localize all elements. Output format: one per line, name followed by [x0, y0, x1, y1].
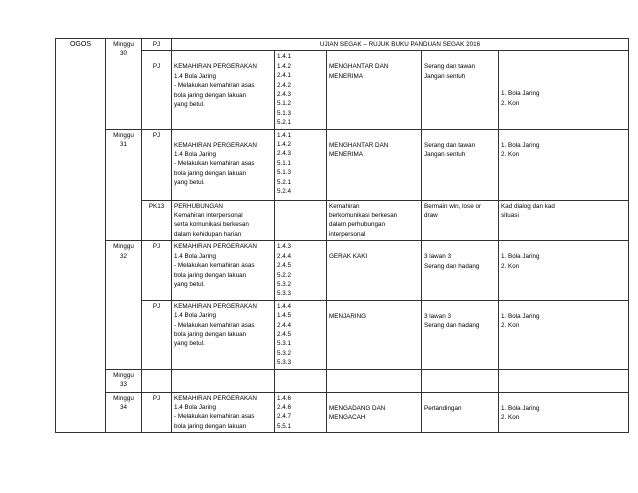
week-32-cell: Minggu 32 [106, 241, 142, 369]
lesson-plan-table [55, 38, 629, 433]
empty-row [56, 369, 629, 392]
subject-code: PJ [142, 51, 172, 129]
lesson-row [56, 300, 629, 369]
month-cell: OGOS [56, 39, 106, 433]
lesson-row [56, 241, 629, 300]
topic-cell: KEMAHIRAN PERGERAKAN 1.4 Bola Jaring - Melakukan kemahiran asas bola jaring dengan lakuan yang betul. [172, 241, 275, 300]
topic-cell: KEMAHIRAN PERGERAKAN 1.4 Bola Jaring - Melakukan kemahiran asas bola jaring dengan lakuan [172, 392, 275, 433]
topic-cell: KEMAHIRAN PERGERAKAN 1.4 Bola Jaring - Melakukan kemahiran asas bola jaring dengan lakuan yang betul. [172, 51, 275, 129]
lesson-row [56, 392, 629, 433]
activity-cell: Pertandingan [422, 392, 499, 433]
header-code: PJ [142, 39, 172, 51]
skill-cell: MENGHANTAR DAN MENERIMA [327, 51, 422, 129]
activity-cell: Serang dan tawan Jangan sentuh [422, 129, 499, 200]
header-row [56, 39, 629, 51]
equipment-cell: 1. Bola Jaring 2. Kon [499, 392, 629, 433]
week-31-cell: Minggu 31 [106, 129, 142, 241]
standards-cell: 1.4.1 1.4.2 2.4.3 5.1.1 5.1.3 5.2.1 5.2.4 [275, 129, 327, 200]
skill-cell: GERAK KAKI [327, 241, 422, 300]
subject-code: PJ [142, 241, 172, 300]
skill-cell: Kemahiran berkomunikasi berkesan dalam perhubungan interpersonal [327, 200, 422, 241]
topic-cell: PERHUBUNGAN Kemahiran interpersonal serta komunikasi berkesan dalam kehidupan harian [172, 200, 275, 241]
header-title: UJIAN SEGAK – RUJUK BUKU PANDUAN SEGAK 2016 [172, 39, 629, 51]
standards-cell: 1.4.3 2.4.4 2.4.5 5.2.2 5.3.2 5.3.3 [275, 241, 327, 300]
lesson-row [56, 200, 629, 241]
standards-cell: 1.4.1 1.4.2 2.4.1 2.4.2 2.4.3 5.1.2 5.1.3 5.2.1 [275, 51, 327, 129]
topic-cell: KEMAHIRAN PERGERAKAN 1.4 Bola Jaring - Melakukan kemahiran asas bola jaring dengan lakuan yang betul. [172, 129, 275, 200]
equipment-cell: 1. Bola Jaring 2. Kon [499, 51, 629, 129]
week-34-cell: Minggu 34 [106, 392, 142, 433]
activity-cell: 3 lawan 3 Serang dan hadang [422, 241, 499, 300]
equipment-cell: Kad dialog dan kad situasi [499, 200, 629, 241]
standards-cell: 1.4.6 2.4.6 2.4.7 5.5.1 [275, 392, 327, 433]
skill-cell: MENGHANTAR DAN MENERIMA [327, 129, 422, 200]
subject-code: PK13 [142, 200, 172, 241]
week-33-cell: Minggu 33 [106, 369, 142, 392]
activity-cell: 3 lawan 3 Serang dan hadang [422, 300, 499, 369]
activity-cell: Serang dan tawan Jangan sentuh [422, 51, 499, 129]
standards-cell: 1.4.4 1.4.5 2.4.4 2.4.5 5.3.1 5.3.2 5.3.3 [275, 300, 327, 369]
subject-code: PJ [142, 129, 172, 200]
subject-code: PJ [142, 392, 172, 433]
equipment-cell: 1. Bola Jaring 2. Kon [499, 300, 629, 369]
subject-code: PJ [142, 300, 172, 369]
skill-cell: MENJARING [327, 300, 422, 369]
activity-cell: Bermain win, lose or draw [422, 200, 499, 241]
week-30-cell: Minggu 30 [106, 39, 142, 130]
lesson-row [56, 129, 629, 200]
equipment-cell: 1. Bola Jaring 2. Kon [499, 241, 629, 300]
topic-cell: KEMAHIRAN PERGERAKAN 1.4 Bola Jaring - Melakukan kemahiran asas bola jaring dengan lakuan yang betul. [172, 300, 275, 369]
lesson-row [56, 51, 629, 129]
standards-cell [275, 200, 327, 241]
equipment-cell: 1. Bola Jaring 2. Kon [499, 129, 629, 200]
skill-cell: MENGADANG DAN MENGACAH [327, 392, 422, 433]
